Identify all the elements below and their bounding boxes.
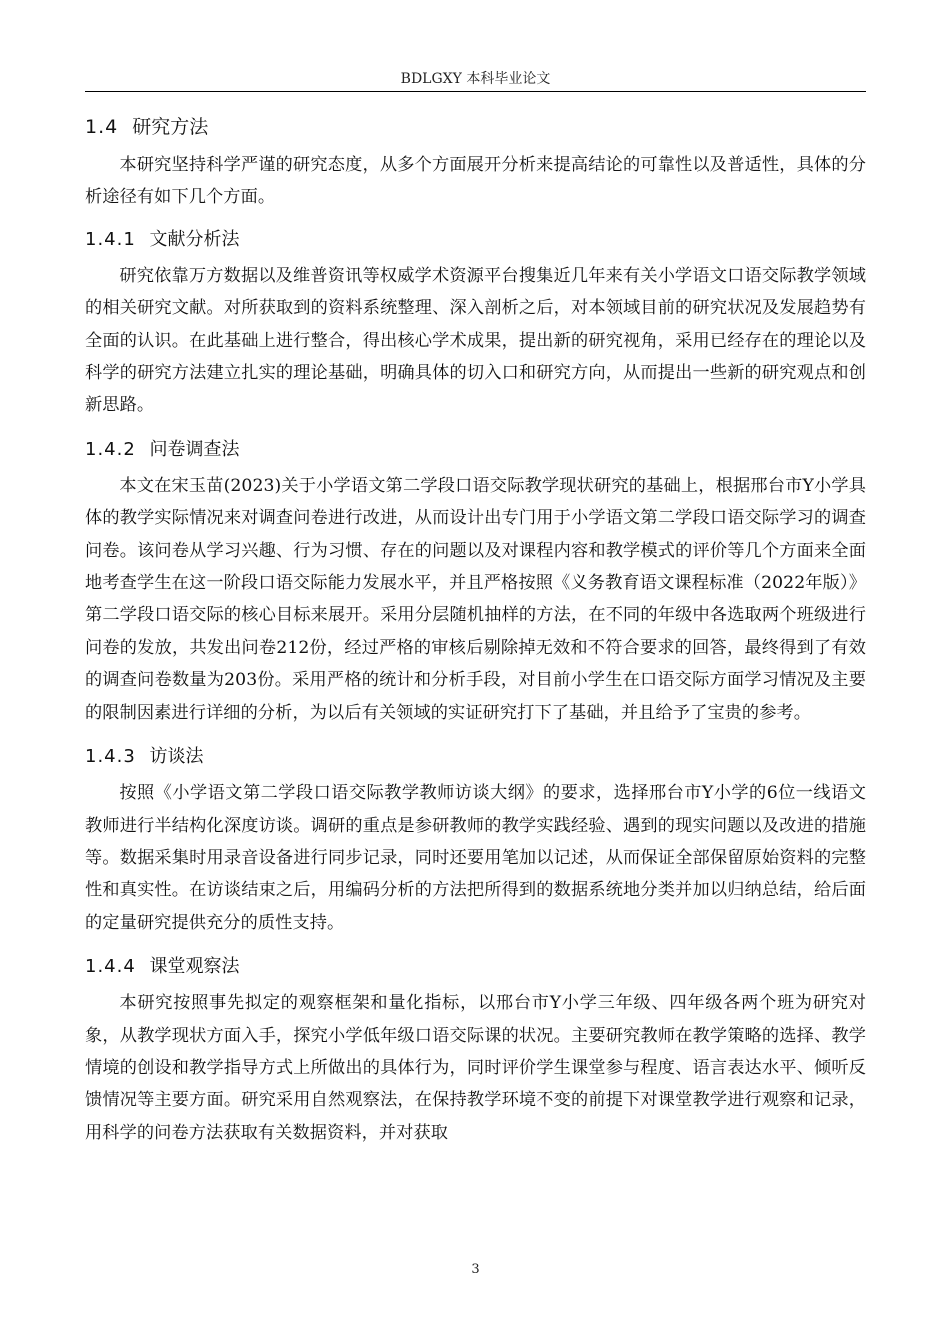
subsection-heading-interview xyxy=(85,743,866,771)
subsection-heading-questionnaire xyxy=(85,436,866,464)
subsection-title: 课堂观察法 xyxy=(149,956,240,978)
subsection-title: 访谈法 xyxy=(149,746,204,768)
subsection-heading-literature xyxy=(85,226,866,254)
subsection-number: 1.4.2 xyxy=(85,438,136,460)
page-body xyxy=(85,113,866,1149)
header-divider xyxy=(85,91,866,92)
subsection-heading-observation xyxy=(85,953,866,981)
subsection-number: 1.4.4 xyxy=(85,956,136,978)
section-title: 研究方法 xyxy=(132,116,209,138)
subsection-title: 文献分析法 xyxy=(149,228,240,250)
paragraph-observation: 本研究按照事先拟定的观察框架和量化指标，以邢台市Y小学三年级、四年级各两个班为研究对象，从教学现状方面入手，探究小学低年级口语交际课的状况。主要研究教师在教学策略的选择、教学情境的创设和教学指导方式上所做出的具体行为，同时评价学生课堂参与程度、语言表达水平、倾听反馈情况等主要方面。研究采用自然观察法，在保持教学环境不变的前提下对课堂教学进行观察和记录，用科学的问卷方法获取有关数据资料，并对获取 xyxy=(85,993,866,1143)
paragraph-questionnaire: 本文在宋玉苗(2023)关于小学语文第二学段口语交际教学现状研究的基础上，根据邢台市Y小学具体的教学实际情况来对调查问卷进行改进，从而设计出专门用于小学语文第二学段口语交际学习的调查问卷。该问卷从学习兴趣、行为习惯、存在的问题以及对课程内容和教学模式的评价等几个方面来全面地考查学生在这一阶段口语交际能力发展水平，并且严格按照《义务教育语文课程标准（2022年版）》第二学段口语交际的核心目标来展开。采用分层随机抽样的方法，在不同的年级中各选取两个班级进行问卷的发放，共发出问卷212份，经过严格的审核后剔除掉无效和不符合要求的回答，最终得到了有效的调查问卷数量为203份。采用严格的统计和分析手段，对目前小学生在口语交际方面学习情况及主要的限制因素进行详细的分析，为以后有关领域的实证研究打下了基础，并且给予了宝贵的参考。 xyxy=(85,475,866,723)
subsection-title: 问卷调查法 xyxy=(149,438,240,460)
subsection-number: 1.4.3 xyxy=(85,746,136,768)
paragraph-interview: 按照《小学语文第二学段口语交际教学教师访谈大纲》的要求，选择邢台市Y小学的6位一线语文教师进行半结构化深度访谈。调研的重点是参研教师的教学实践经验、遇到的现实问题以及改进的措施等。数据采集时用录音设备进行同步记录，同时还要用笔加以记述，从而保证全部保留原始资料的完整性和真实性。在访谈结束之后，用编码分析的方法把所得到的数据系统地分类并加以归纳总结，给后面的定量研究提供充分的质性支持。 xyxy=(85,783,866,933)
section-heading xyxy=(85,113,866,141)
page-number: 3 xyxy=(471,1262,480,1277)
section-intro-paragraph: 本研究坚持科学严谨的研究态度，从多个方面展开分析来提高结论的可靠性以及普适性，具体的分析途径有如下几个方面。 xyxy=(85,155,866,208)
paragraph-literature: 研究依靠万方数据以及维普资讯等权威学术资源平台搜集近几年来有关小学语文口语交际教学领域的相关研究文献。对所获取到的资料系统整理、深入剖析之后，对本领域目前的研究状况及发展趋势有全面的认识。在此基础上进行整合，得出核心学术成果，提出新的研究视角，采用已经存在的理论以及科学的研究方法建立扎实的理论基础，明确具体的切入口和研究方向，从而提出一些新的研究观点和创新思路。 xyxy=(85,265,866,416)
subsection-number: 1.4.1 xyxy=(85,228,136,250)
section-number: 1.4 xyxy=(85,116,119,138)
page-header: BDLGXY 本科毕业论文 xyxy=(400,71,551,87)
